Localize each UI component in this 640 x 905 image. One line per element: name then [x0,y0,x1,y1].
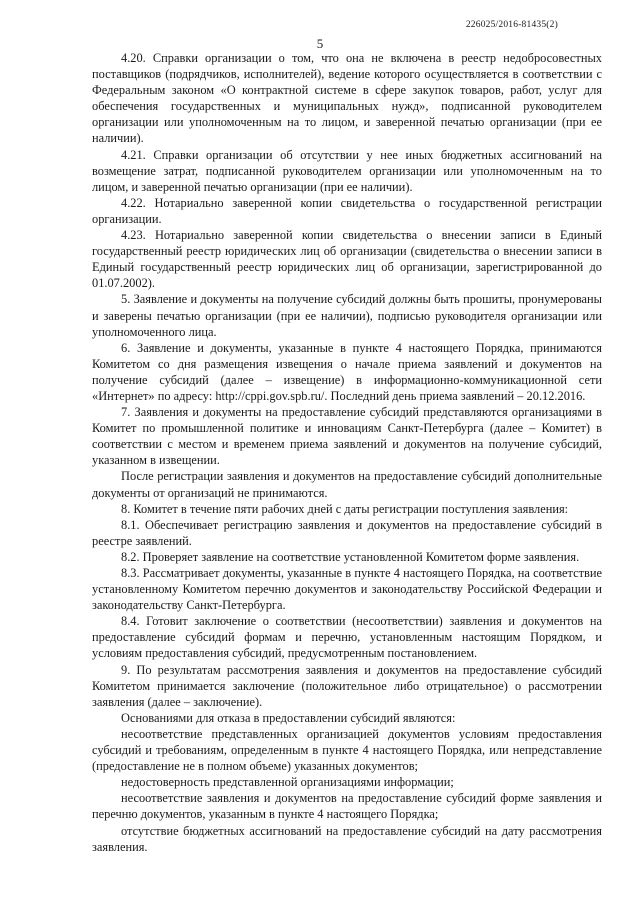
document-code: 226025/2016-81435(2) [465,20,558,30]
paragraph-8: 8. Комитет в течение пяти рабочих дней с даты регистрации поступления заявления: [121,501,569,516]
refusal-ground-item: несоответствие заявления и документов на предоставление субсидий форме заявления и перечню документов, указанным в пункте 4 настоящего Порядка; [92,791,602,822]
refusal-ground-item: несоответствие представленных организацией документов условиям предоставления субсидий и требованиям, определенным в пункте 4 настоящего Порядка, или непредставление (предоставление не в полном объеме) указанных документов; [92,726,602,774]
paragraph-8-4: 8.4. Готовит заключение о соответствии (несоответствии) заявления и документов на предоставление субсидий формам и перечню, установленным настоящим Порядком, и условиям предоставления субсидий, предусмотренным постановлением. [92,614,602,661]
paragraph-4-21: 4.21. Справки организации об отсутствии у нее иных бюджетных ассигнований на возмещение затрат, подписанной руководителем организации или уполномоченным на то лицом, и заверенной печатью организации (при ее наличии). [92,147,602,194]
paragraph-7: 7. Заявления и документы на предоставление субсидий представляются организациями в Комитет по промышленной политике и инновациям Санкт-Петербурга (далее – Комитет) в соответствии с местом и временем приема заявлений и документов на получение субсидий, указанном в извещении. [92,405,602,468]
paragraph-7-continued: После регистрации заявления и документов на предоставление субсидий дополнительные документы от организаций не принимаются. [92,469,602,500]
paragraph-4-20: 4.20. Справки организации о том, что она не включена в реестр недобросовестных поставщиков (подрядчиков, исполнителей), ведение которого осуществляется в соответствии с Федеральным законом «О контрактной системе в сфере закупок товаров, работ, услуг для обеспечения государственных и муниципальных нужд», подписанной руководителем организации или уполномоченным на то лицом, и заверенной печатью организации (при ее наличии). [92,51,602,146]
paragraph-5: 5. Заявление и документы на получение субсидий должны быть прошиты, пронумерованы и заверены печатью организации (при ее наличии), подписью руководителя организации или уполномоченного лица. [92,292,602,339]
paragraph-4-22: 4.22. Нотариально заверенной копии свидетельства о государственной регистрации организации. [92,195,602,226]
paragraph-8-2: 8.2. Проверяет заявление на соответствие установленной Комитетом форме заявления. [121,549,580,564]
paragraph-4-23: 4.23. Нотариально заверенной копии свидетельства о внесении записи в Единый государственный реестр юридических лиц об организации (свидетельства о внесении записи в Единый государственный реестр юридических лиц об организации, зарегистрированной до 01.07.2002). [92,228,602,291]
paragraph-6: 6. Заявление и документы, указанные в пункте 4 настоящего Порядка, принимаются Комитетом со дня размещения извещения о начале приема заявлений и документов на получение субсидий (далее – извещение) в информационно-коммуникационной сети «Интернет» по адресу: http://cppi.gov.spb.ru/. Последний день приема заявлений – 20.12.2016. [92,340,602,403]
refusal-grounds-heading: Основаниями для отказа в предоставлении субсидий являются: [121,710,456,725]
document-body [92,50,602,855]
paragraph-8-1: 8.1. Обеспечивает регистрацию заявления и документов на предоставление субсидий в реестре заявлений. [92,517,602,548]
paragraph-8-3: 8.3. Рассматривает документы, указанные в пункте 4 настоящего Порядка, на соответствие установленному Комитетом перечню документов и законодательству Российской Федерации и законодательству Санкт-Петербурга. [92,566,602,613]
page-number: 5 [316,36,324,51]
paragraph-9: 9. По результатам рассмотрения заявления и документов на предоставление субсидий Комитетом принимается заключение (положительное либо отрицательное) о рассмотрении заявления (далее – заключение). [92,662,602,709]
refusal-ground-item: недостоверность представленной организациями информации; [121,775,454,790]
refusal-ground-item: отсутствие бюджетных ассигнований на предоставление субсидий на дату рассмотрения заявления. [92,823,602,854]
